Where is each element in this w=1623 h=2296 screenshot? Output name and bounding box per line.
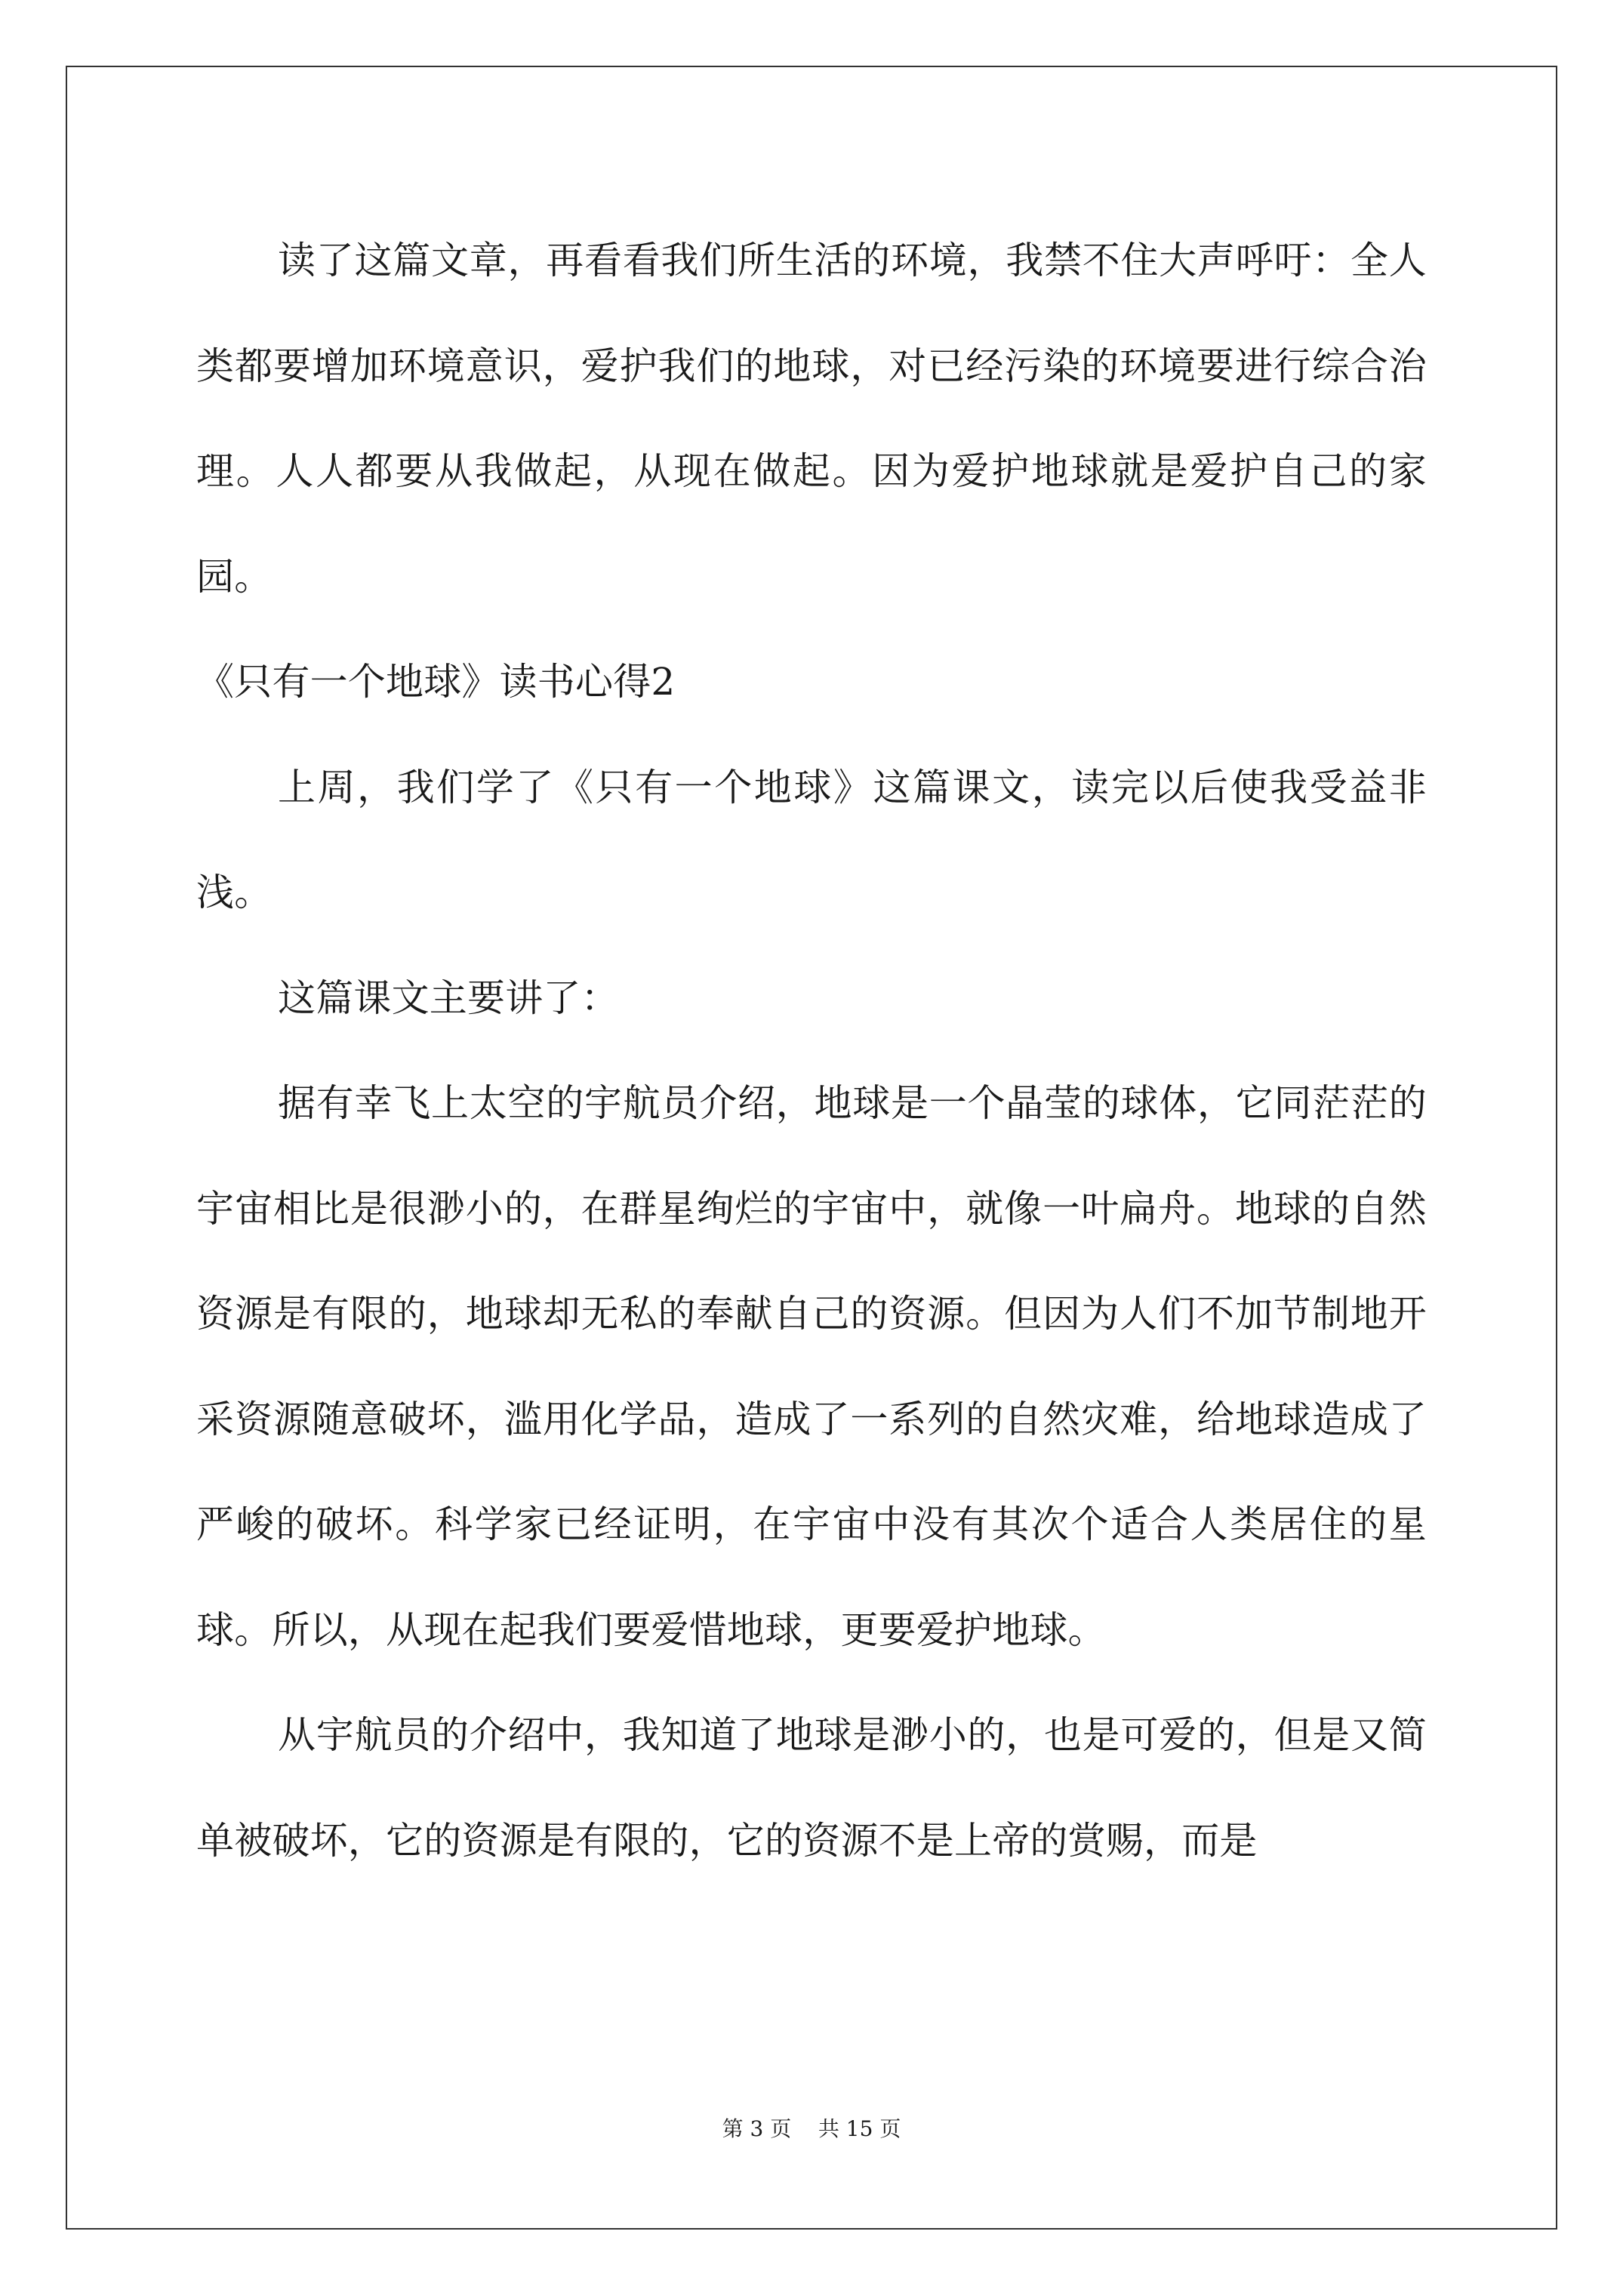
page-number: 第 3 页: [722, 2116, 792, 2141]
paragraph-4: 据有幸飞上太空的宇航员介绍，地球是一个晶莹的球体，它同茫茫的宇宙相比是很渺小的，在群星绚烂的宇宙中，就像一叶扁舟。地球的自然资源是有限的，地球却无私的奉献自己的资源。但因为人们不加节制地开采资源随意破坏，滥用化学品，造成了一系列的自然灾难，给地球造成了严峻的破坏。科学家已经证明，在宇宙中没有其次个适合人类居住的星球。所以，从现在起我们要爱惜地球，更要爱护地球。: [196, 1081, 1427, 1652]
document-body: [196, 208, 1427, 1894]
paragraph-3: 这篇课文主要讲了：: [278, 975, 619, 1020]
page-total: 共 15 页: [818, 2116, 901, 2141]
paragraph-5: 从宇航员的介绍中，我知道了地球是渺小的，也是可爱的，但是又简单被破坏，它的资源是有限的，它的资源不是上帝的赏赐，而是: [196, 1713, 1427, 1863]
paragraph-1: 读了这篇文章，再看看我们所生活的环境，我禁不住大声呼吁：全人类都要增加环境意识，爱护我们的地球，对已经污染的环境要进行综合治理。人人都要从我做起，从现在做起。因为爱护地球就是爱护自己的家园。: [196, 239, 1427, 599]
page-footer: [0, 2113, 1623, 2143]
paragraph-2: 上周，我们学了《只有一个地球》这篇课文，读完以后使我受益非浅。: [196, 765, 1427, 914]
section-heading: 《只有一个地球》读书心得2: [196, 660, 676, 704]
